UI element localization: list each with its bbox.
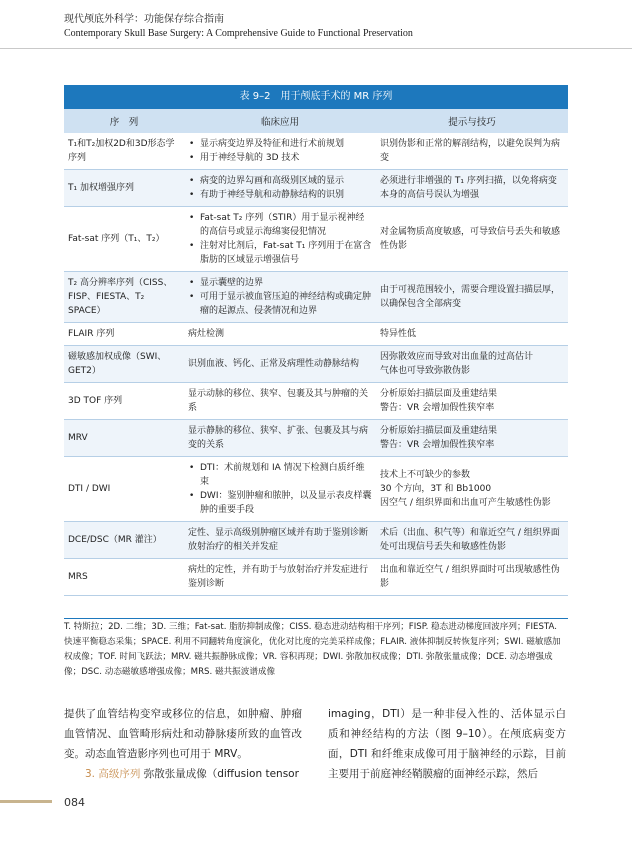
cell-tips: 分析原始扫描层面及重建结果 警告：VR 会增加假性狭窄率	[376, 420, 568, 457]
cell-sequence: MRV	[64, 420, 184, 457]
table-row	[64, 457, 568, 522]
cell-tips: 由于可视范围较小，需要合理设置扫描层厚，以确保包含全部病变	[376, 272, 568, 323]
table-row	[64, 323, 568, 346]
cell-sequence: DTI / DWI	[64, 457, 184, 522]
page-number: 084	[64, 796, 85, 809]
cell-sequence: T₁和T₂加权2D和3D形态学序列	[64, 133, 184, 170]
clinical-use-item: • Fat-sat T₂ 序列（STIR）用于显示视神经的高信号或显示海绵窦侵犯情况	[198, 211, 372, 239]
body-paragraph-left: 提供了血管结构变窄或移位的信息，如肿瘤、肿瘤血管情况、血管畸形病灶和动静脉瘘所致的血管改变。动态血管造影序列也可用于 MRV。	[64, 708, 302, 760]
clinical-use-item: • 注射对比剂后，Fat-sat T₁ 序列用于在富含脂肪的区域显示增强信号	[198, 239, 372, 267]
cell-tips: 出血和靠近空气 / 组织界面时可出现敏感性伪影	[376, 559, 568, 596]
table-row	[64, 272, 568, 323]
header-title-zh: 现代颅底外科学：功能保存综合指南	[64, 14, 224, 25]
cell-tips: 因弥散效应而导致对出血量的过高估计 气体也可导致弥散伪影	[376, 346, 568, 383]
cell-clinical-use: 定性、显示高级别肿瘤区域并有助于鉴别诊断放射治疗的相关并发症	[184, 522, 376, 559]
cell-sequence: FLAIR 序列	[64, 323, 184, 346]
header-rule	[0, 48, 632, 49]
clinical-use-item: • DWI：鉴别肿瘤和脓肿，以及显示表皮样囊肿的重要手段	[198, 489, 372, 517]
cell-tips: 必须进行非增强的 T₁ 序列扫描，以免将病变本身的高信号误认为增强	[376, 170, 568, 207]
cell-clinical-use: 显示动脉的移位、狭窄、包裹及其与肿瘤的关系	[184, 383, 376, 420]
table-row	[64, 420, 568, 457]
clinical-use-item: • 显示囊壁的边界	[198, 276, 372, 290]
cell-clinical-use: 显示静脉的移位、狭窄、扩张、包裹及其与病变的关系	[184, 420, 376, 457]
table-row	[64, 559, 568, 596]
body-column-right: imaging，DTI）是一种非侵入性的、活体显示白质和神经结构的方法（图 9–10）。在颅底病变方面，DTI 和纤维束成像可用于脑神经的示踪，目前主要用于前庭神经鞘膜瘤的面神经示踪，然后	[328, 708, 566, 780]
clinical-use-item: • DTI：术前规划和 IA 情况下检测白质纤维束	[198, 461, 372, 489]
footer-accent-bar	[0, 800, 52, 803]
clinical-use-item: • 显示病变边界及特征和进行术前规划	[198, 137, 372, 151]
table-row	[64, 207, 568, 272]
cell-clinical-use	[184, 207, 376, 272]
cell-sequence: T₁ 加权增强序列	[64, 170, 184, 207]
cell-sequence: 3D TOF 序列	[64, 383, 184, 420]
clinical-use-item: • 病变的边界勾画和高级别区域的显示	[198, 174, 372, 188]
cell-clinical-use	[184, 170, 376, 207]
table-row	[64, 346, 568, 383]
cell-tips: 分析原始扫描层面及重建结果 警告：VR 会增加假性狭窄率	[376, 383, 568, 420]
cell-tips: 特异性低	[376, 323, 568, 346]
cell-sequence: DCE/DSC（MR 灌注）	[64, 522, 184, 559]
cell-sequence: 磁敏感加权成像（SWI、GET2）	[64, 346, 184, 383]
cell-clinical-use	[184, 272, 376, 323]
running-header	[64, 13, 413, 41]
clinical-use-item: • 有助于神经导航和动静脉结构的识别	[198, 188, 372, 202]
cell-sequence: Fat-sat 序列（T₁、T₂）	[64, 207, 184, 272]
cell-tips: 技术上不可缺少的参数 30 个方向，3T 和 Bb1000 因空气 / 组织界面和出血可产生敏感性伪影	[376, 457, 568, 522]
cell-sequence: MRS	[64, 559, 184, 596]
table-row	[64, 133, 568, 170]
table-footnote: T. 特斯拉；2D. 二维；3D. 三维；Fat-sat. 脂肪抑制成像；CISS. 稳态进动结构相干序列；FISP. 稳态进动梯度回波序列；FIESTA. 快速平衡稳态采集；SPACE. 利用不同翻转角度演化，优化对比度的完美采样成像；FLAIR. 液体抑制反转恢复序列；SWI. 磁敏感加权成像；TOF. 时间飞跃法；MRV. 磁共振静脉成像；VR. 容积再现；DWI. 弥散加权成像；DTI. 弥散张量成像；DCE. 动态增强成像；DSC. 动态磁敏感增强成像；MRS. 磁共振波谱成像	[64, 622, 561, 677]
table-row	[64, 383, 568, 420]
notes-rule	[64, 618, 568, 619]
section-text: 弥散张量成像（diffusion tensor	[143, 768, 299, 780]
header-title-en: Contemporary Skull Base Surgery: A Comprehensive Guide to Functional Preservation	[64, 28, 413, 39]
cell-clinical-use	[184, 457, 376, 522]
cell-sequence: T₂ 高分辨率序列（CISS、FISP、FIESTA、T₂ SPACE）	[64, 272, 184, 323]
cell-clinical-use: 病灶检测	[184, 323, 376, 346]
table-row	[64, 522, 568, 559]
column-header-tips: 提示与技巧	[376, 109, 568, 133]
column-header-sequence: 序 列	[64, 109, 184, 133]
cell-clinical-use: 识别血液、钙化、正常及病理性动静脉结构	[184, 346, 376, 383]
cell-clinical-use: 病灶的定性，并有助于与放射治疗并发症进行鉴别诊断	[184, 559, 376, 596]
table-body	[64, 133, 568, 596]
clinical-use-item: • 可用于显示被血管压迫的神经结构或确定肿瘤的起源点、侵袭情况和边界	[198, 290, 372, 318]
table-row	[64, 170, 568, 207]
column-header-clinical-use: 临床应用	[184, 109, 376, 133]
clinical-use-item: • 用于神经导航的 3D 技术	[198, 151, 372, 165]
table-title: 表 9–2 用于颅底手术的 MR 序列	[64, 85, 568, 109]
mr-sequence-table	[64, 85, 568, 596]
section-label: 3. 高级序列	[85, 768, 141, 780]
body-column-left	[64, 704, 302, 784]
cell-tips: 对金属物质高度敏感，可导致信号丢失和敏感性伪影	[376, 207, 568, 272]
cell-clinical-use	[184, 133, 376, 170]
cell-tips: 术后（出血、积气等）和靠近空气 / 组织界面处可出现信号丢失和敏感性伪影	[376, 522, 568, 559]
cell-tips: 识别伪影和正常的解剖结构，以避免误判为病变	[376, 133, 568, 170]
